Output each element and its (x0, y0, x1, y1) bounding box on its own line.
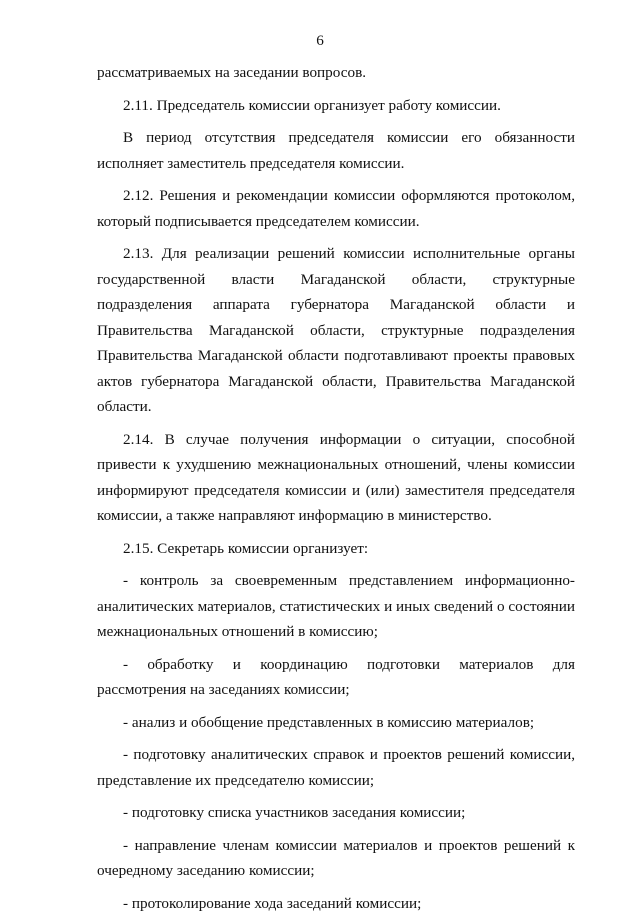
paragraph-chairman-absence: В период отсутствия председателя комиссии его обязанности исполняет заместитель председателя комиссии. (97, 125, 575, 176)
paragraph-continuation: рассматриваемых на заседании вопросов. (97, 60, 575, 86)
paragraph-2-12: 2.12. Решения и рекомендации комиссии оформляются протоколом, который подписывается председателем комиссии. (97, 183, 575, 234)
paragraph-2-15: 2.15. Секретарь комиссии организует: (97, 536, 575, 562)
paragraph-2-14: 2.14. В случае получения информации о ситуации, способной привести к ухудшению межнациональных отношений, члены комиссии информируют председателя комиссии и (или) заместителя председателя комиссии, а также направляют информацию в министерство. (97, 427, 575, 529)
page-number: 6 (0, 31, 640, 51)
list-item-analysis: - анализ и обобщение представленных в комиссию материалов; (97, 710, 575, 736)
list-item-minutes: - протоколирование хода заседаний комиссии; (97, 891, 575, 916)
list-item-reports: - подготовку аналитических справок и проектов решений комиссии, представление их председателю комиссии; (97, 742, 575, 793)
document-body (97, 60, 575, 916)
list-item-participants: - подготовку списка участников заседания комиссии; (97, 800, 575, 826)
list-item-materials: - направление членам комиссии материалов и проектов решений к очередному заседанию комиссии; (97, 833, 575, 884)
paragraph-2-13: 2.13. Для реализации решений комиссии исполнительные органы государственной власти Магаданской области, структурные подразделения аппарата губернатора Магаданской области и Правительства Магаданской области, структурные подразделения Правительства Магаданской области подготавливают проекты правовых актов губернатора Магаданской области, Правительства Магаданской области. (97, 241, 575, 420)
list-item-processing: - обработку и координацию подготовки материалов для рассмотрения на заседаниях комиссии; (97, 652, 575, 703)
paragraph-2-11: 2.11. Председатель комиссии организует работу комиссии. (97, 93, 575, 119)
list-item-control: - контроль за своевременным представлением информационно-аналитических материалов, статистических и иных сведений о состоянии межнациональных отношений в комиссию; (97, 568, 575, 645)
